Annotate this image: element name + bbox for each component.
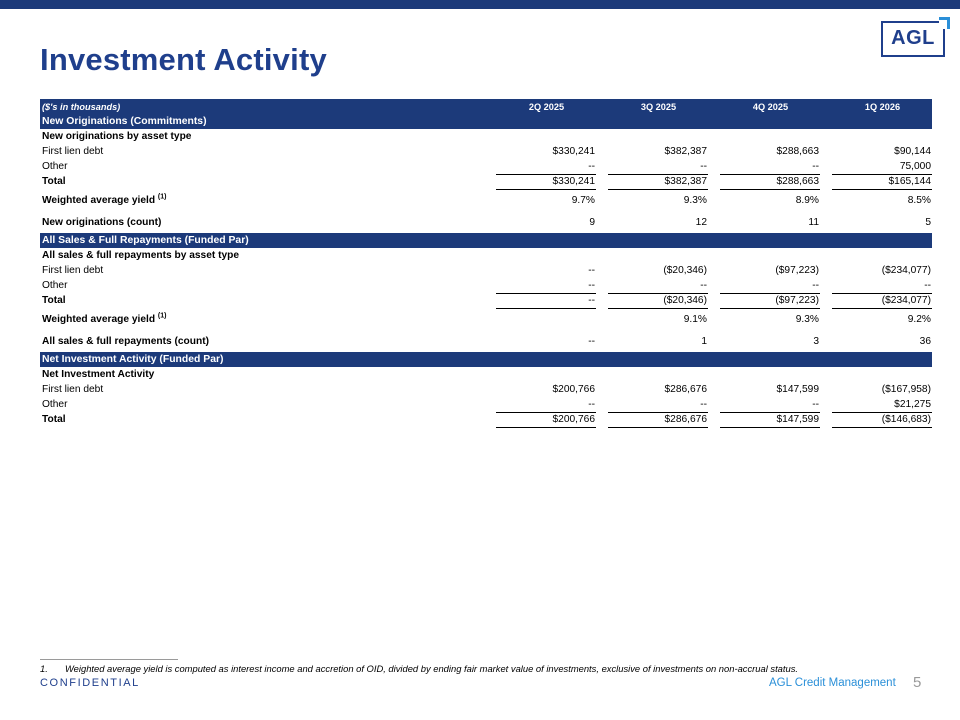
- agl-logo: [881, 17, 951, 57]
- section-title: All Sales & Full Repayments (Funded Par): [40, 233, 932, 248]
- cell-value: --: [496, 293, 596, 308]
- section-title: New Originations (Commitments): [40, 114, 932, 129]
- table-row: [40, 189, 932, 211]
- page-number: 5: [913, 674, 922, 691]
- cell-value: $288,663: [720, 174, 820, 189]
- cell-value: $330,241: [496, 174, 596, 189]
- cell-value: 9.3%: [683, 194, 707, 206]
- cell-value: 1: [701, 335, 707, 347]
- subheader-row: [40, 248, 932, 263]
- subheader-row: [40, 367, 932, 382]
- row-label: Total: [42, 414, 66, 425]
- cell-value: --: [812, 160, 819, 172]
- cell-value: $286,676: [664, 384, 707, 395]
- cell-value: 9.2%: [907, 313, 931, 325]
- cell-value: [496, 308, 596, 330]
- investment-activity-table: [40, 99, 932, 428]
- table-row: [40, 263, 932, 278]
- row-label: Other: [42, 280, 68, 291]
- cell-value: ($97,223): [720, 293, 820, 308]
- company-name: AGL Credit Management: [769, 677, 896, 689]
- page-title: Investment Activity: [40, 42, 327, 77]
- cell-value: 5: [925, 216, 931, 228]
- section-title: Net Investment Activity (Funded Par): [40, 352, 932, 367]
- cell-value: $286,676: [608, 412, 708, 427]
- cell-value: --: [700, 160, 707, 172]
- subheader-label: Net Investment Activity: [42, 369, 155, 380]
- table-row: [40, 144, 932, 159]
- cell-value: $382,387: [664, 146, 707, 157]
- total-row: [40, 412, 932, 427]
- table-row: [40, 278, 932, 293]
- row-label-text: Weighted average yield: [42, 194, 156, 206]
- footnote-number: 1.: [40, 663, 48, 674]
- section-header-new-originations: [40, 114, 932, 129]
- cell-value: $288,663: [776, 146, 819, 157]
- cell-value: --: [700, 398, 707, 410]
- cell-value: --: [588, 265, 595, 276]
- period-header: 2Q 2025: [496, 99, 596, 114]
- units-label: ($'s in thousands): [40, 99, 484, 114]
- cell-value: $147,599: [720, 412, 820, 427]
- table-row: [40, 211, 932, 233]
- cell-value: --: [588, 160, 595, 172]
- table-row: [40, 382, 932, 397]
- confidential-label: CONFIDENTIAL: [40, 677, 140, 689]
- footnote-ref: (1): [157, 193, 167, 201]
- total-row: [40, 293, 932, 308]
- footnote-text: Weighted average yield is computed as interest income and accretion of OID, divided by ending fair market value of investments, exclusive of investments on non-accrual status.: [65, 663, 799, 674]
- cell-value: $147,599: [776, 384, 819, 395]
- section-header-sales-repayments: [40, 233, 932, 248]
- cell-value: $382,387: [608, 174, 708, 189]
- cell-value: --: [924, 279, 931, 291]
- total-row: [40, 174, 932, 189]
- footnote-ref: (1): [157, 312, 167, 320]
- table-row: [40, 397, 932, 412]
- cell-value: $90,144: [894, 146, 931, 157]
- cell-value: 12: [695, 216, 707, 228]
- row-label: Total: [42, 176, 66, 187]
- cell-value: 9.1%: [683, 313, 707, 325]
- logo-text: AGL: [891, 27, 935, 49]
- cell-value: --: [700, 279, 707, 291]
- cell-value: 11: [808, 216, 819, 228]
- cell-value: $165,144: [832, 174, 932, 189]
- cell-value: ($167,958): [881, 384, 931, 395]
- cell-value: 9.3%: [795, 313, 819, 325]
- cell-value: 36: [919, 335, 931, 347]
- row-label: [40, 189, 484, 211]
- cell-value: $200,766: [552, 384, 595, 395]
- table-row: [40, 330, 932, 352]
- table-row: [40, 308, 932, 330]
- top-accent-bar: [0, 0, 960, 9]
- row-label: First lien debt: [42, 146, 104, 157]
- row-label: Other: [42, 399, 68, 410]
- cell-value: ($20,346): [608, 293, 708, 308]
- row-label: New originations (count): [42, 216, 162, 228]
- subheader-label: All sales & full repayments by asset type: [42, 250, 240, 261]
- cell-value: --: [588, 279, 595, 291]
- cell-value: 8.9%: [795, 194, 819, 206]
- footnote: [40, 663, 798, 674]
- cell-value: ($234,077): [881, 265, 931, 276]
- cell-value: 3: [813, 335, 819, 347]
- cell-value: --: [588, 335, 595, 347]
- cell-value: 9.7%: [571, 194, 595, 206]
- row-label-text: Weighted average yield: [42, 313, 156, 325]
- table-header-row: [40, 99, 932, 114]
- section-header-net-activity: [40, 352, 932, 367]
- cell-value: ($97,223): [775, 265, 819, 276]
- row-label: Other: [42, 161, 68, 172]
- row-label: Total: [42, 295, 66, 306]
- cell-value: $200,766: [496, 412, 596, 427]
- cell-value: --: [588, 398, 595, 410]
- row-label: First lien debt: [42, 384, 104, 395]
- row-label: First lien debt: [42, 265, 104, 276]
- subheader-row: [40, 129, 932, 144]
- cell-value: ($20,346): [663, 265, 707, 276]
- cell-value: --: [812, 398, 819, 410]
- row-label: All sales & full repayments (count): [42, 335, 209, 347]
- row-label: [40, 308, 484, 330]
- cell-value: 75,000: [899, 160, 931, 172]
- cell-value: $330,241: [552, 146, 595, 157]
- period-header: 3Q 2025: [608, 99, 708, 114]
- subheader-label: New originations by asset type: [42, 131, 192, 142]
- cell-value: 9: [589, 216, 595, 228]
- period-header: 1Q 2026: [832, 99, 932, 114]
- period-header: 4Q 2025: [720, 99, 820, 114]
- footnote-divider: [40, 659, 178, 660]
- table-row: [40, 159, 932, 174]
- cell-value: $21,275: [894, 398, 931, 410]
- cell-value: 8.5%: [907, 194, 931, 206]
- cell-value: --: [812, 279, 819, 291]
- cell-value: ($146,683): [832, 412, 932, 427]
- cell-value: ($234,077): [832, 293, 932, 308]
